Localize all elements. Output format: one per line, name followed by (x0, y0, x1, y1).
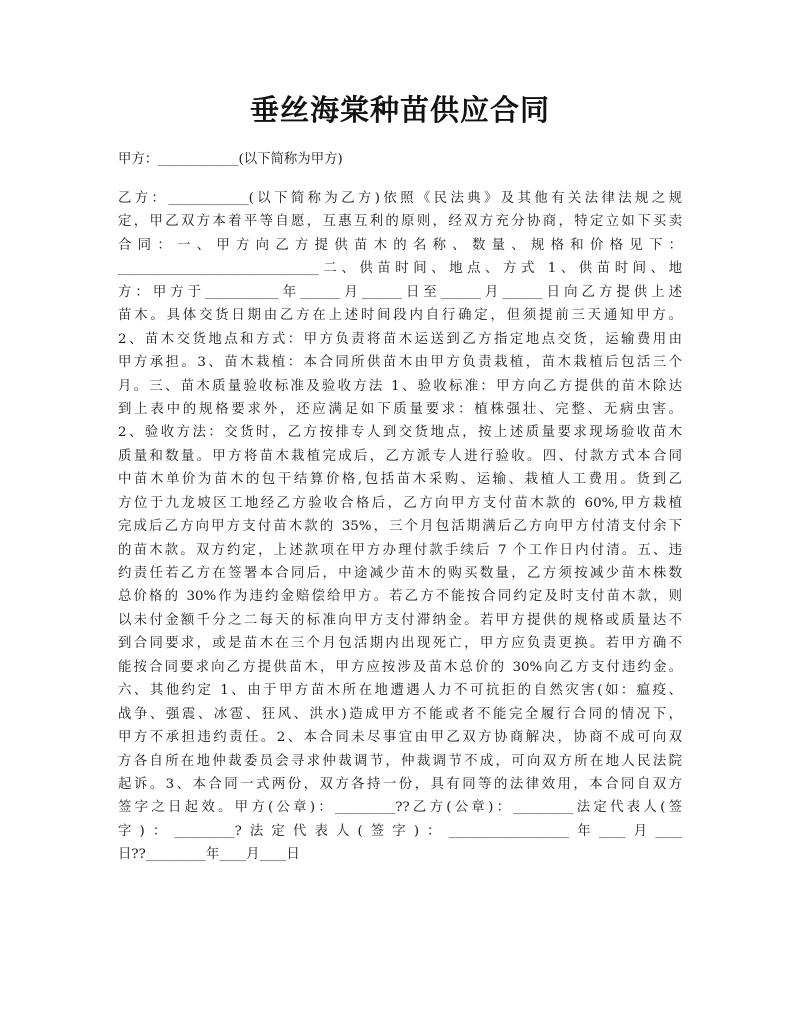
body-line: 苗木。具体交货日期由乙方在上述时间段内自行确定，但须提前三天通知甲方。 (118, 308, 682, 324)
body-line: 乙方：____________(以下简称为乙方)依照《民法典》及其他有关法律法规之规 (118, 191, 682, 206)
body-line: 完成后乙方向甲方支付苗木款的 35%，三个月包活期满后乙方向甲方付清支付余下 (118, 519, 682, 535)
body-line: 甲方不承担违约责任。2、本合同未尽事宜由甲乙双方协商解决，协商不成可向双 (118, 730, 682, 746)
body-line: 总价格的 30%作为违约金赔偿给甲方。若乙方不能按合同约定及时支付苗木款，则 (118, 589, 682, 605)
body-line: 到合同要求，或是苗木在三个月包活期内出现死亡，甲方应负责更换。若甲方确不 (118, 636, 682, 652)
body-line: 中苗木单价为苗木的包干结算价格,包括苗木采购、运输、栽植人工费用。货到乙 (118, 472, 682, 488)
body-line: 2、验收方法：交货时，乙方按排专人到交货地点，按上述质量要求现场验收苗木 (118, 425, 682, 441)
party-a-line: 甲方：____________(以下简称为甲方) (118, 152, 343, 167)
body-line: 起诉。3、本合同一式两份，双方各持一份，具有同等的法律效用，本合同自双方 (118, 776, 682, 792)
body-line: 的苗木款。双方约定，上述款项在甲方办理付款手续后 7 个工作日内付清。五、违 (118, 542, 682, 558)
contract-body (118, 187, 682, 867)
body-line: 质量和数量。甲方将苗木栽植完成后，乙方派专人进行验收。四、付款方式本合同 (118, 448, 682, 464)
body-line: 战争、强震、冰雹、狂风、洪水)造成甲方不能或者不能完全履行合同的情况下， (118, 706, 682, 722)
body-line: 2、苗木交货地点和方式：甲方负责将苗木运送到乙方指定地点交货，运输费用由 (118, 331, 682, 347)
body-line: ______________________________二、供苗时间、地点、方式 1、供苗时间、地 (118, 261, 682, 277)
body-line: 定，甲乙双方本着平等自愿，互惠互利的原则，经双方充分协商，特定立如下买卖 (118, 214, 682, 230)
document-title: 垂丝海棠种苗供应合同 (249, 93, 550, 127)
body-line: 约责任若乙方在签署本合同后，中途减少苗木的购买数量，乙方须按减少苗木株数 (118, 566, 682, 581)
body-line: 字)：_________?法定代表人(签字)：__________________年____月____ (118, 823, 682, 839)
body-line: 方：甲方于___________年______月______日至______月______日向乙方提供上述 (118, 284, 682, 300)
body-line: 甲方承担。3、苗木栽植：本合同所供苗木由甲方负责栽植，苗木栽植后包活三个 (118, 355, 682, 371)
body-line: 合同：一、甲方向乙方提供苗木的名称、数量、规格和价格见下： (118, 237, 682, 253)
body-line: 方各自所在地仲裁委员会寻求仲裁调节，仲裁调节不成，可向双方所在地人民法院 (118, 753, 682, 769)
body-line: 以未付金额千分之二每天的标准向甲方支付滞纳金。若甲方提供的规格或质量达不 (118, 612, 682, 628)
body-line: 月。三、苗木质量验收标准及验收方法 1、验收标准：甲方向乙方提供的苗木除达 (118, 378, 682, 394)
body-line: 签字之日起效。甲方(公章)：_________??乙方(公章)：_________法定代表人(签 (118, 800, 682, 816)
body-line: 日??_________年____月____日 (118, 847, 300, 863)
body-line: 六、其他约定 1、由于甲方苗木所在地遭遇人力不可抗拒的自然灾害(如：瘟疫、 (118, 683, 682, 699)
body-line: 能按合同要求向乙方提供苗木，甲方应按涉及苗木总价的 30%向乙方支付违约金。 (118, 659, 682, 675)
body-line: 方位于九龙坡区工地经乙方验收合格后，乙方向甲方支付苗木款的 60%,甲方栽植 (118, 495, 682, 511)
body-line: 到上表中的规格要求外，还应满足如下质量要求：植株强壮、完整、无病虫害。 (118, 401, 682, 417)
